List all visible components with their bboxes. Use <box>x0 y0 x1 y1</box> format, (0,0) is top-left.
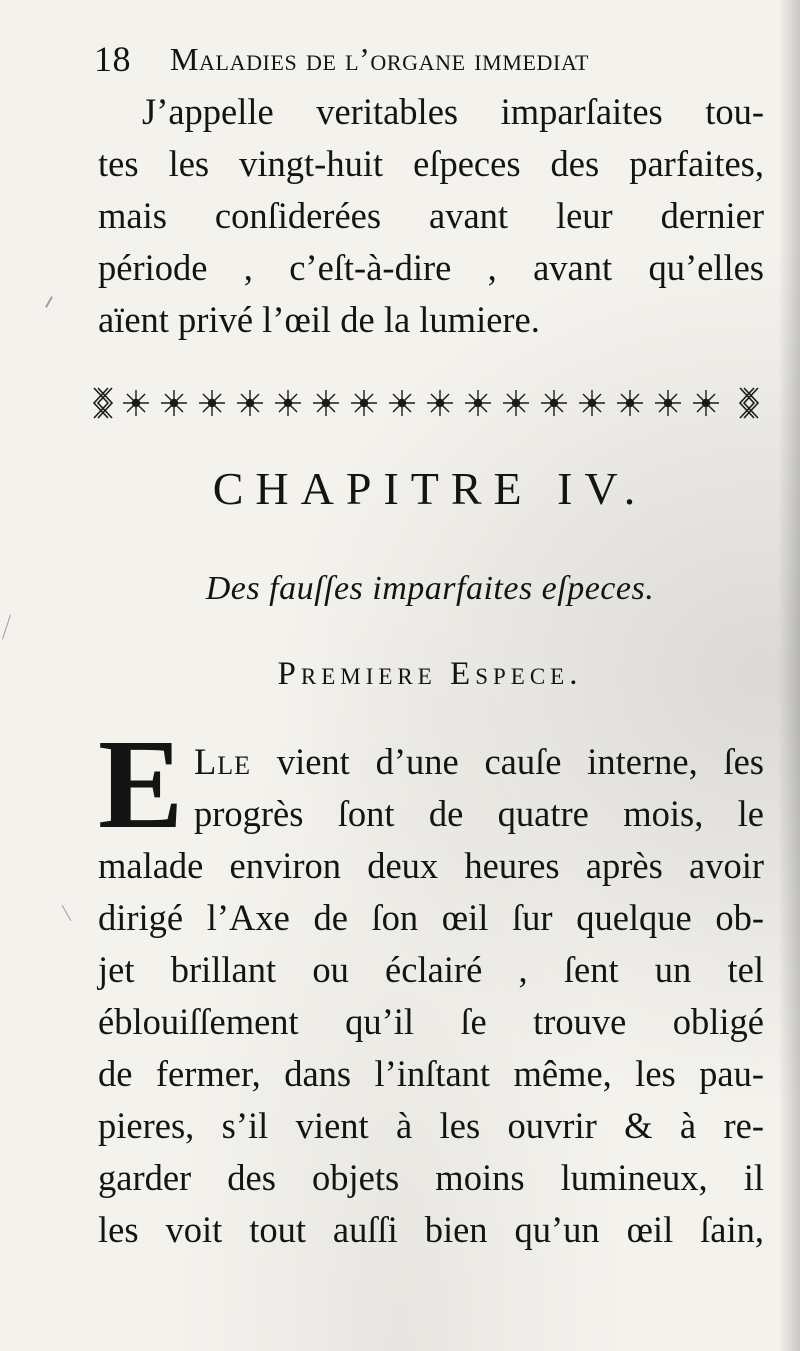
running-head <box>94 38 774 90</box>
drop-cap-initial: E <box>98 713 184 855</box>
paper-blemish <box>62 905 72 921</box>
text-line <box>98 736 764 788</box>
text-line: garder des objets moins lumineux, il <box>98 1157 764 1198</box>
paper-blemish <box>45 296 53 307</box>
text-line: dirigé l’Axe de ſon œil ſur quelque ob- <box>98 897 764 938</box>
paper-blemish <box>2 614 11 639</box>
section-heading: Premiere Espece. <box>277 656 583 692</box>
text-line: malade environ deux heures après avoir <box>98 845 764 886</box>
text-line: les voit tout auſſi bien qu’un œil ſain, <box>98 1209 764 1250</box>
chapter-subtitle: Des fauſſes imparfaites eſpeces. <box>205 570 655 607</box>
text-line: jet brillant ou éclairé , ſent un tel <box>98 949 764 990</box>
text-line: J’appelle veritables imparſaites tou- <box>142 91 764 132</box>
running-title: Maladies de l’organe immediat <box>170 41 590 77</box>
small-caps-word: Lle <box>194 741 252 782</box>
opening-paragraph <box>98 86 764 346</box>
main-paragraph <box>98 736 764 1256</box>
text-run: vient d’une cauſe interne, ſes <box>276 741 765 782</box>
page-number: 18 <box>94 39 131 79</box>
text-line: éblouiſſement qu’il ſe trouve obligé <box>98 1001 764 1042</box>
chapter-title: CHAPITRE IV. <box>212 463 648 514</box>
text-line: aïent privé l’œil de la lumiere. <box>98 299 540 340</box>
text-line: période , c’eſt-à-dire , avant qu’elles <box>98 247 764 288</box>
text-line: pieres, s’il vient à les ouvrir & à re- <box>98 1105 764 1146</box>
text-line: progrès ſont de quatre mois, le <box>194 793 764 834</box>
text-line: tes les vingt-huit eſpeces des parfaites, <box>98 143 764 184</box>
decorative-ornament-band <box>92 380 764 426</box>
text-line: de fermer, dans l’inſtant même, les pau- <box>98 1053 764 1094</box>
text-line: mais conſiderées avant leur dernier <box>98 195 764 236</box>
